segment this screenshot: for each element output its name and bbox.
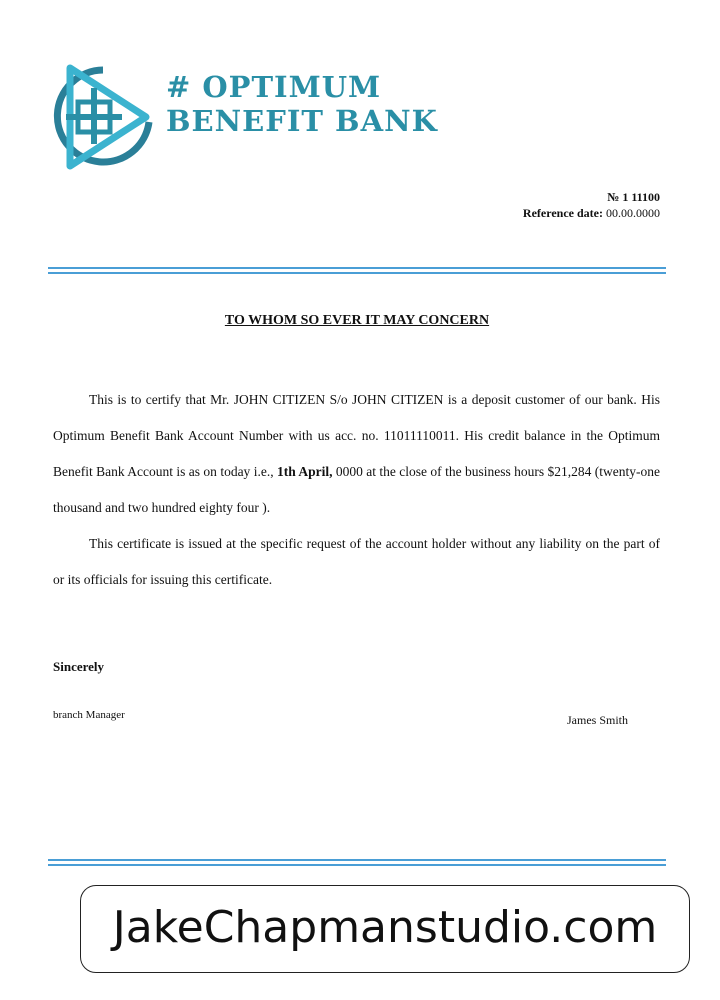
document-number: № 1 11100 (607, 190, 660, 204)
paragraph-1-part-b: 0000 at the close of the business hours $21,284 (twenty-one thousand and two hundred eighty four ). (53, 464, 660, 515)
reference-date-label: Reference date: (522, 206, 603, 220)
signer-position: branch Manager (53, 709, 125, 721)
logo-line-1: # OPTIMUM (166, 70, 382, 104)
bottom-divider (48, 859, 666, 866)
letter-body (53, 382, 660, 598)
logo-wordmark (166, 70, 438, 138)
bank-logo (48, 62, 438, 180)
closing: Sincerely (53, 659, 105, 674)
reference-block (523, 189, 660, 221)
paragraph-1 (53, 382, 660, 526)
letter-heading: TO WHOM SO EVER IT MAY CONCERN (224, 313, 490, 328)
watermark-banner: JakeChapmanstudio.com (80, 885, 690, 973)
logo-emblem-icon (48, 62, 158, 172)
paragraph-1-date: 1th April, (276, 464, 333, 479)
logo-line-2: BENEFIT BANK (166, 104, 438, 138)
paragraph-1-part-a: This is to certify that Mr. JOHN CITIZEN S/o JOHN CITIZEN is a deposit customer of our bank. His Optimum Benefit Bank Account Number with us acc. no. 11011110011. His credit balance in the Optimum Benefit Bank Account is as on today i.e., (53, 392, 660, 479)
paragraph-2: This certificate is issued at the specific request of the account holder without any liability on the part of or its officials for issuing this certificate. (53, 536, 660, 587)
top-divider (48, 267, 666, 274)
signer-name: James Smith (567, 713, 629, 727)
reference-date-value: 00.00.0000 (606, 206, 660, 220)
